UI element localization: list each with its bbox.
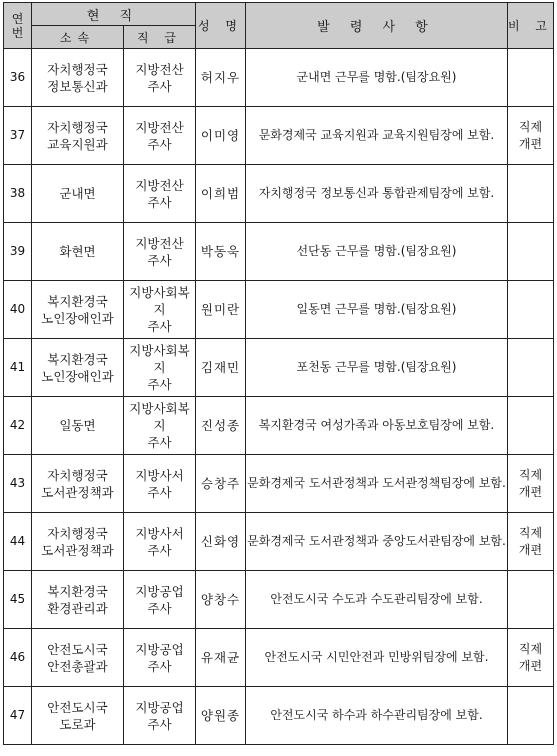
grade-line: 주사 — [147, 600, 172, 616]
cell-department — [32, 687, 124, 745]
department-line: 복지환경국 — [47, 583, 108, 599]
cell-grade — [124, 455, 196, 513]
table-row — [4, 281, 554, 339]
table-row — [4, 339, 554, 397]
department-line: 안전총괄과 — [47, 658, 108, 674]
grade-line: 지방사회복지 — [129, 401, 190, 433]
department-line: 자치행정국 — [47, 61, 108, 77]
department-line: 도로과 — [59, 716, 96, 732]
cell-note — [508, 397, 554, 455]
grade-line: 주사 — [147, 716, 172, 732]
cell-order: 자치행정국 정보통신과 통합관제팀장에 보함. — [246, 165, 508, 223]
cell-note — [508, 107, 554, 165]
cell-grade — [124, 571, 196, 629]
grade-line: 주사 — [147, 252, 172, 268]
table-row — [4, 571, 554, 629]
cell-order: 문화경제국 도서관정책과 도서관정책팀장에 보함. — [246, 455, 508, 513]
cell-department — [32, 339, 124, 397]
table-row — [4, 107, 554, 165]
cell-grade — [124, 49, 196, 107]
grade-line: 지방공업 — [135, 699, 184, 715]
row-number: 38 — [4, 165, 32, 223]
cell-department — [32, 629, 124, 687]
cell-order: 복지환경국 여성가족과 아동보호팀장에 보함. — [246, 397, 508, 455]
department-line: 노인장애인과 — [41, 310, 114, 326]
cell-order: 안전도시국 하수과 하수관리팀장에 보함. — [246, 687, 508, 745]
table-row — [4, 49, 554, 107]
grade-line: 지방전산 — [135, 235, 184, 251]
cell-note — [508, 223, 554, 281]
row-number: 45 — [4, 571, 32, 629]
grade-line: 주사 — [147, 78, 172, 94]
cell-department — [32, 165, 124, 223]
header-name: 성 명 — [196, 3, 246, 49]
cell-order: 안전도시국 수도과 수도관리팀장에 보함. — [246, 571, 508, 629]
note-line: 직제 — [518, 467, 543, 482]
cell-grade — [124, 223, 196, 281]
cell-name: 승창주 — [196, 455, 246, 513]
grade-line: 주사 — [147, 194, 172, 210]
grade-line: 지방사서 — [135, 467, 184, 483]
department-line: 도서관정책과 — [41, 542, 114, 558]
cell-name: 유재균 — [196, 629, 246, 687]
note-line: 개편 — [518, 484, 543, 499]
cell-name: 신화영 — [196, 513, 246, 571]
cell-name: 양원종 — [196, 687, 246, 745]
department-line: 환경관리과 — [47, 600, 108, 616]
note-line: 직제 — [518, 119, 543, 134]
cell-order: 포천동 근무를 명함.(팀장요원) — [246, 339, 508, 397]
grade-line: 주사 — [147, 484, 172, 500]
grade-line: 주사 — [147, 435, 172, 450]
cell-name: 양창수 — [196, 571, 246, 629]
cell-name: 이희범 — [196, 165, 246, 223]
table-row — [4, 397, 554, 455]
department-line: 자치행정국 — [47, 525, 108, 541]
row-number: 46 — [4, 629, 32, 687]
cell-note — [508, 281, 554, 339]
cell-department — [32, 571, 124, 629]
department-line: 일동면 — [59, 418, 96, 433]
cell-note — [508, 571, 554, 629]
department-line: 화현면 — [59, 244, 96, 259]
header-grade: 직 급 — [124, 26, 196, 49]
cell-name: 박동욱 — [196, 223, 246, 281]
grade-line: 지방사서 — [135, 525, 184, 541]
note-line: 직제 — [518, 641, 543, 656]
cell-note — [508, 629, 554, 687]
grade-line: 지방사회복지 — [129, 285, 190, 317]
department-line: 복지환경국 — [47, 293, 108, 309]
grade-line: 주사 — [147, 542, 172, 558]
header-order: 발 령 사 항 — [246, 3, 508, 49]
grade-line: 지방사회복지 — [129, 343, 190, 375]
department-line: 도서관정책과 — [41, 484, 114, 500]
cell-order: 군내면 근무를 명함.(팀장요원) — [246, 49, 508, 107]
header-current-position: 현 직 — [32, 3, 196, 26]
header-dept: 소속 — [32, 26, 124, 49]
grade-line: 주사 — [147, 658, 172, 674]
cell-name: 진성종 — [196, 397, 246, 455]
row-number: 47 — [4, 687, 32, 745]
cell-department — [32, 281, 124, 339]
department-line: 자치행정국 — [47, 119, 108, 135]
table-row — [4, 223, 554, 281]
department-line: 자치행정국 — [47, 467, 108, 483]
row-number: 39 — [4, 223, 32, 281]
table-row — [4, 687, 554, 745]
table-row — [4, 513, 554, 571]
department-line: 안전도시국 — [47, 699, 108, 715]
note-line: 직제 — [518, 525, 543, 540]
cell-department — [32, 455, 124, 513]
cell-name: 김재민 — [196, 339, 246, 397]
cell-order: 문화경제국 도서관정책과 중앙도서관팀장에 보함. — [246, 513, 508, 571]
department-line: 군내면 — [59, 186, 96, 201]
grade-line: 지방전산 — [135, 177, 184, 193]
header-num: 연번 — [4, 3, 32, 49]
row-number: 43 — [4, 455, 32, 513]
cell-order: 안전도시국 시민안전과 민방위팀장에 보함. — [246, 629, 508, 687]
grade-line: 주사 — [147, 136, 172, 152]
table-row — [4, 165, 554, 223]
table-row — [4, 455, 554, 513]
cell-department — [32, 223, 124, 281]
grade-line: 지방전산 — [135, 119, 184, 135]
cell-order: 문화경제국 교육지원과 교육지원팀장에 보함. — [246, 107, 508, 165]
note-line: 개편 — [518, 136, 543, 151]
grade-line: 주사 — [147, 377, 172, 392]
cell-note — [508, 165, 554, 223]
row-number: 44 — [4, 513, 32, 571]
grade-line: 지방공업 — [135, 641, 184, 657]
cell-name: 이미영 — [196, 107, 246, 165]
grade-line: 지방공업 — [135, 583, 184, 599]
department-line: 정보통신과 — [47, 78, 108, 94]
table-row — [4, 629, 554, 687]
cell-grade — [124, 107, 196, 165]
cell-note — [508, 455, 554, 513]
header-note: 비 고 — [508, 3, 554, 49]
note-line: 개편 — [518, 658, 543, 673]
table-header — [4, 3, 554, 49]
cell-note — [508, 513, 554, 571]
cell-grade — [124, 397, 196, 455]
cell-order: 선단동 근무를 명함.(팀장요원) — [246, 223, 508, 281]
grade-line: 주사 — [147, 319, 172, 334]
department-line: 노인장애인과 — [41, 368, 114, 384]
cell-note — [508, 49, 554, 107]
table-body — [4, 49, 554, 745]
department-line: 안전도시국 — [47, 641, 108, 657]
personnel-order-table — [3, 2, 554, 745]
row-number: 37 — [4, 107, 32, 165]
department-line: 교육지원과 — [47, 136, 108, 152]
cell-department — [32, 107, 124, 165]
row-number: 42 — [4, 397, 32, 455]
row-number: 41 — [4, 339, 32, 397]
cell-grade — [124, 165, 196, 223]
cell-grade — [124, 513, 196, 571]
row-number: 40 — [4, 281, 32, 339]
cell-name: 허지우 — [196, 49, 246, 107]
cell-grade — [124, 629, 196, 687]
row-number: 36 — [4, 49, 32, 107]
cell-note — [508, 687, 554, 745]
cell-department — [32, 513, 124, 571]
cell-department — [32, 49, 124, 107]
cell-grade — [124, 339, 196, 397]
cell-grade — [124, 281, 196, 339]
department-line: 복지환경국 — [47, 351, 108, 367]
cell-name: 원미란 — [196, 281, 246, 339]
cell-note — [508, 339, 554, 397]
grade-line: 지방전산 — [135, 61, 184, 77]
cell-grade — [124, 687, 196, 745]
cell-department — [32, 397, 124, 455]
note-line: 개편 — [518, 542, 543, 557]
cell-order: 일동면 근무를 명함.(팀장요원) — [246, 281, 508, 339]
